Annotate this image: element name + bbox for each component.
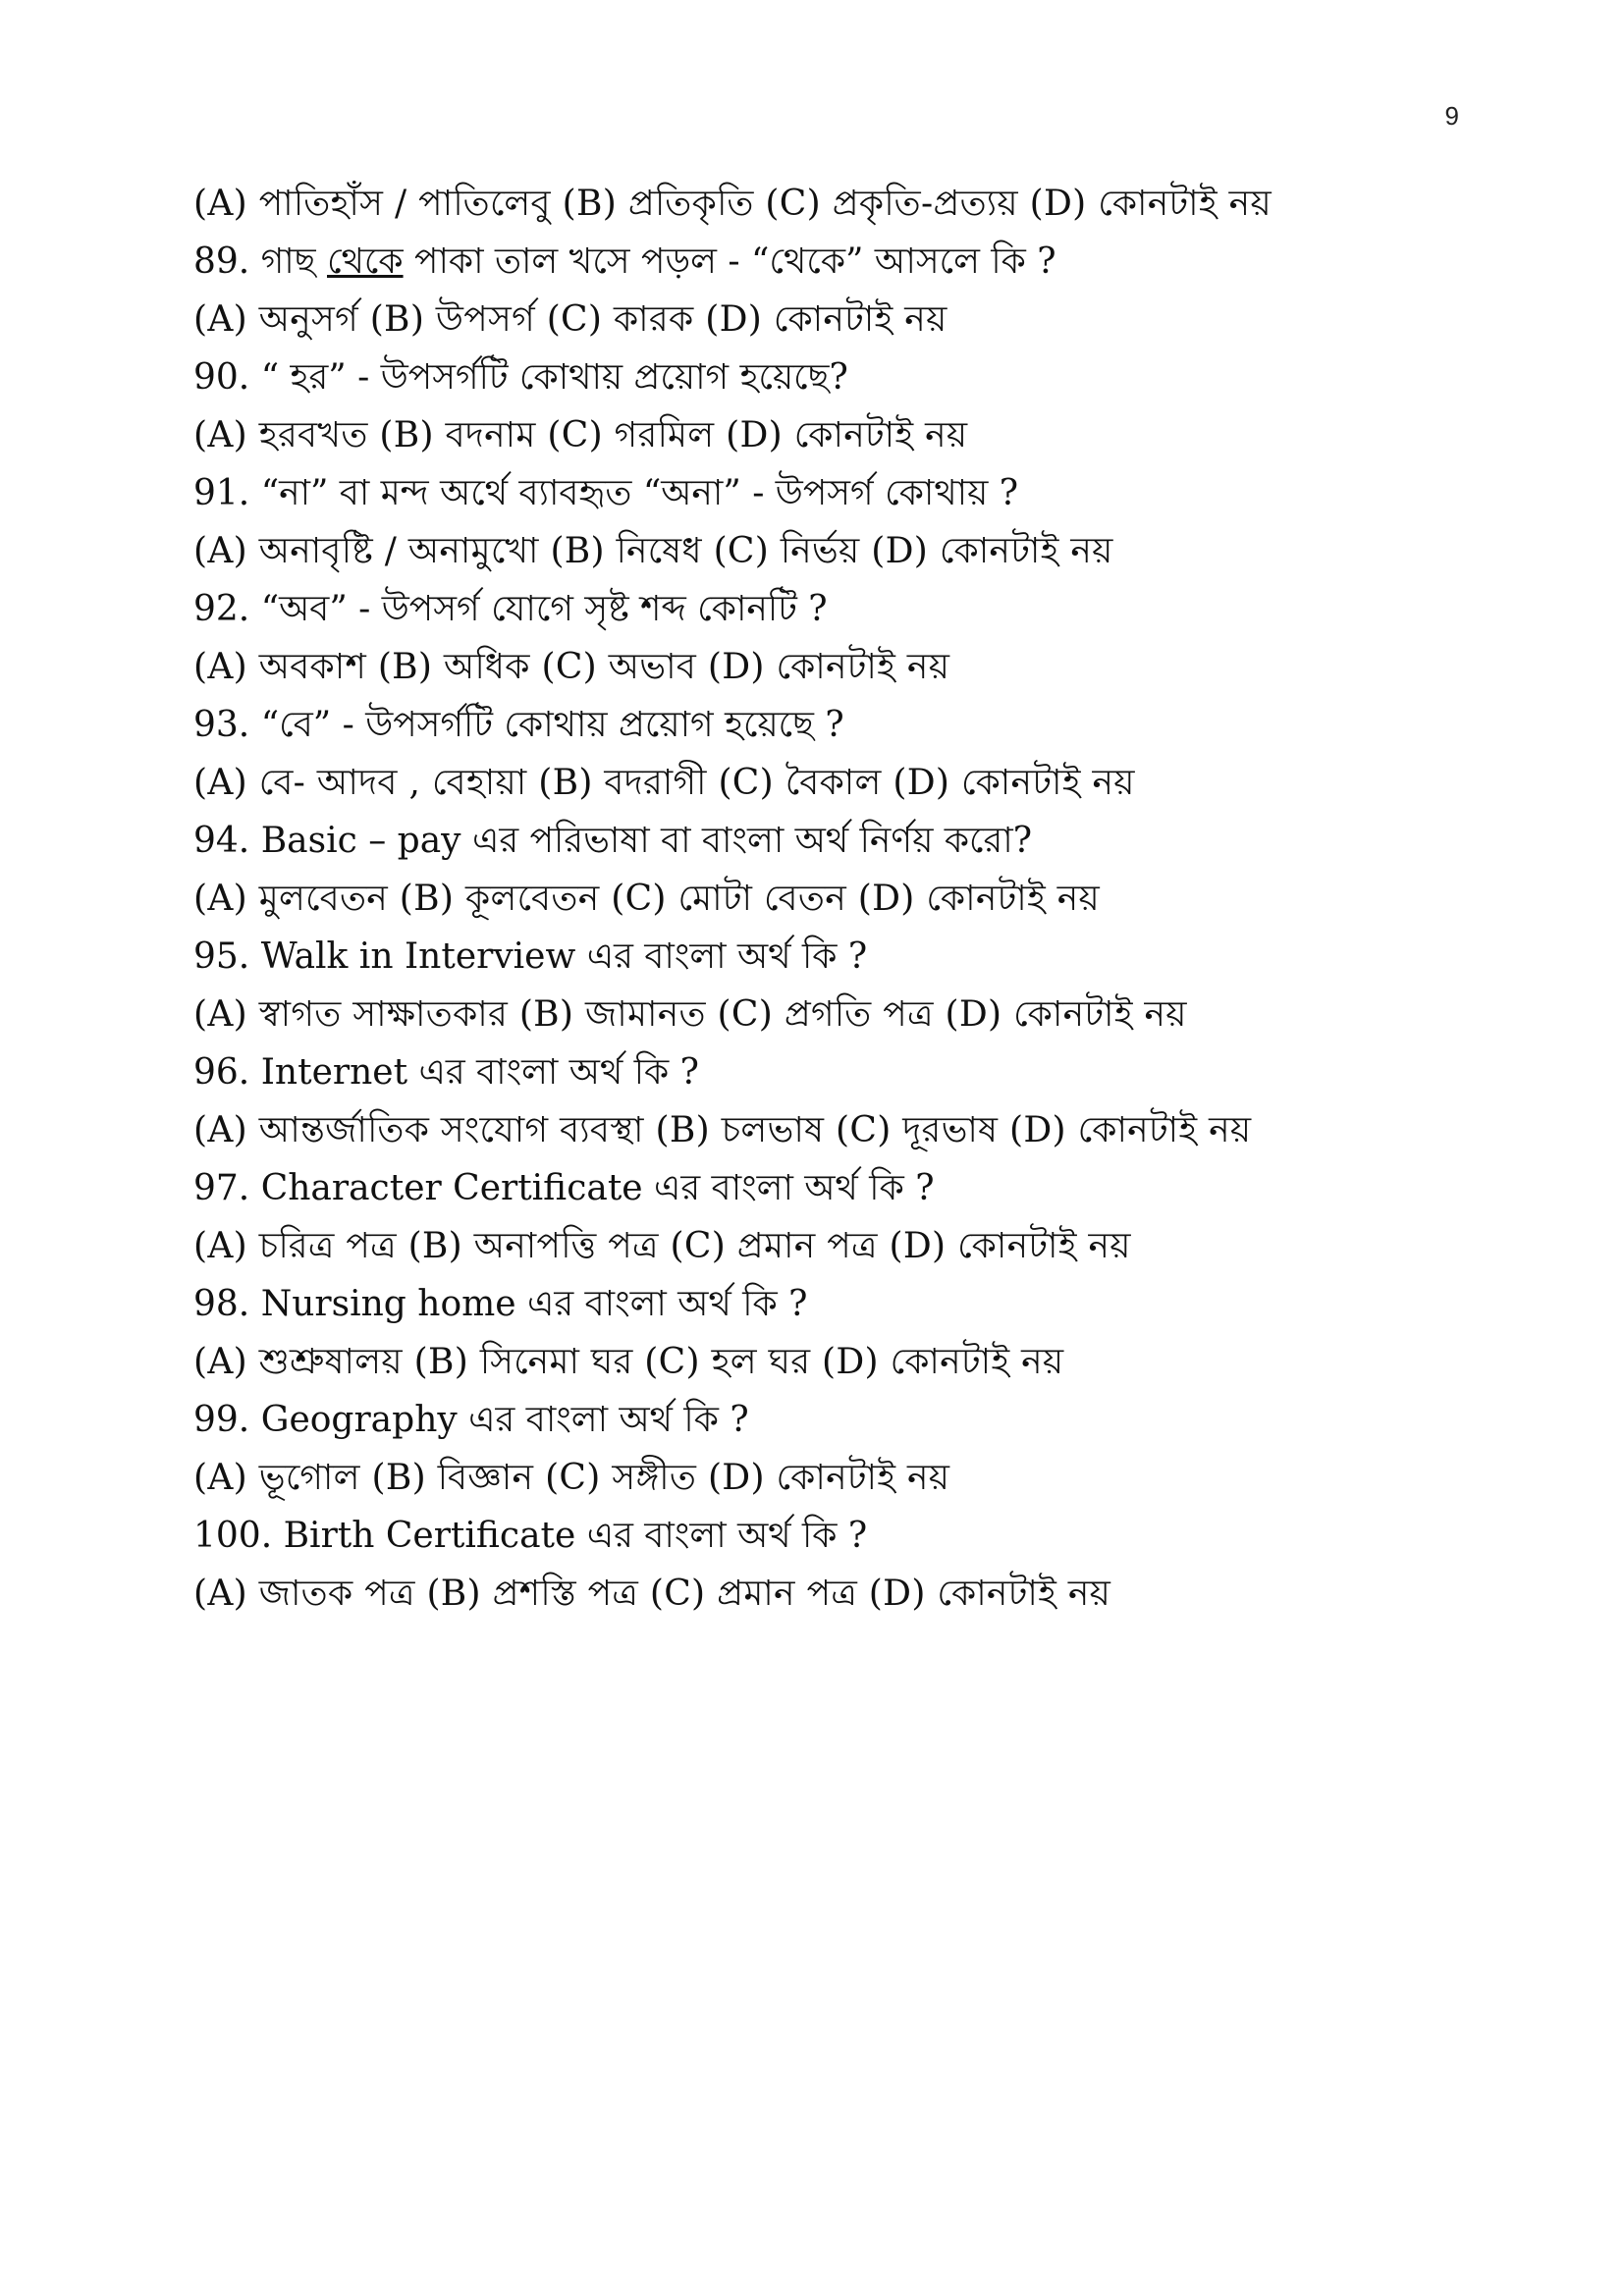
option-line: (A) শুশ্রুষালয় (B) সিনেমা ঘর (C) হল ঘর (D) কোনটাই নয় xyxy=(193,1342,1064,1382)
question-line: 93. “বে” - উপসর্গটি কোথায় প্রয়োগ হয়েছে ? xyxy=(193,705,844,745)
question-line xyxy=(193,233,1470,291)
question-line: 91. “না” বা মন্দ অর্থে ব্যাবহৃত “অনা” - উপসর্গ কোথায় ? xyxy=(193,473,1019,513)
option-line: (A) চরিত্র পত্র (B) অনাপত্তি পত্র (C) প্রমান পত্র (D) কোনটাই নয় xyxy=(193,1226,1131,1266)
question-line: 98. Nursing home এর বাংলা অর্থ কি ? xyxy=(193,1284,808,1324)
option-line: (A) অবকাশ (B) অধিক (C) অভাব (D) কোনটাই নয় xyxy=(193,647,950,687)
option-line: (A) অনাবৃষ্টি / অনামুখো (B) নিষেধ (C) নির্ভয় (D) কোনটাই নয় xyxy=(193,531,1113,571)
option-line: (A) জাতক পত্র (B) প্রশস্তি পত্র (C) প্রমান পত্র (D) কোনটাই নয় xyxy=(193,1574,1111,1614)
question-line: 95. Walk in Interview এর বাংলা অর্থ কি ? xyxy=(193,936,868,977)
question-line: 96. Internet এর বাংলা অর্থ কি ? xyxy=(193,1052,699,1093)
underlined-word: থেকে xyxy=(327,241,404,282)
question-list xyxy=(193,175,1470,1623)
page-number: 9 xyxy=(1444,101,1459,131)
question-text: 89. গাছ xyxy=(193,241,327,282)
option-line: (A) অনুসর্গ (B) উপসর্গ (C) কারক (D) কোনটাই নয় xyxy=(193,299,947,340)
question-line: 90. “ হর” - উপসর্গটি কোথায় প্রয়োগ হয়েছে? xyxy=(193,357,848,398)
question-line: 92. “অব” - উপসর্গ যোগে সৃষ্ট শব্দ কোনটি ? xyxy=(193,589,828,629)
question-line: 94. Basic – pay এর পরিভাষা বা বাংলা অর্থ নির্ণয় করো? xyxy=(193,821,1033,861)
question-line: 99. Geography এর বাংলা অর্থ কি ? xyxy=(193,1400,749,1440)
option-line: (A) হরবখত (B) বদনাম (C) গরমিল (D) কোনটাই নয় xyxy=(193,415,968,455)
question-line: 97. Character Certificate এর বাংলা অর্থ কি ? xyxy=(193,1168,935,1208)
option-line: (A) ভূগোল (B) বিজ্ঞান (C) সঙ্গীত (D) কোনটাই নয় xyxy=(193,1458,950,1498)
option-line: (A) মুলবেতন (B) কূলবেতন (C) মোটা বেতন (D) কোনটাই নয় xyxy=(193,879,1101,919)
option-line: (A) স্বাগত সাক্ষাতকার (B) জামানত (C) প্রগতি পত্র (D) কোনটাই নয় xyxy=(193,994,1187,1035)
option-line: (A) পাতিহাঁস / পাতিলেবু (B) প্রতিকৃতি (C) প্রকৃতি-প্রত্যয় (D) কোনটাই নয় xyxy=(193,184,1272,224)
option-line: (A) আন্তর্জাতিক সংযোগ ব্যবস্থা (B) চলভাষ (C) দূরভাষ (D) কোনটাই নয় xyxy=(193,1110,1252,1150)
question-line: 100. Birth Certificate এর বাংলা অর্থ কি ? xyxy=(193,1516,868,1556)
option-line: (A) বে- আদব , বেহায়া (B) বদরাগী (C) বৈকাল (D) কোনটাই নয় xyxy=(193,763,1135,803)
question-text: পাকা তাল খসে পড়ল - “থেকে” আসলে কি ? xyxy=(403,241,1056,282)
